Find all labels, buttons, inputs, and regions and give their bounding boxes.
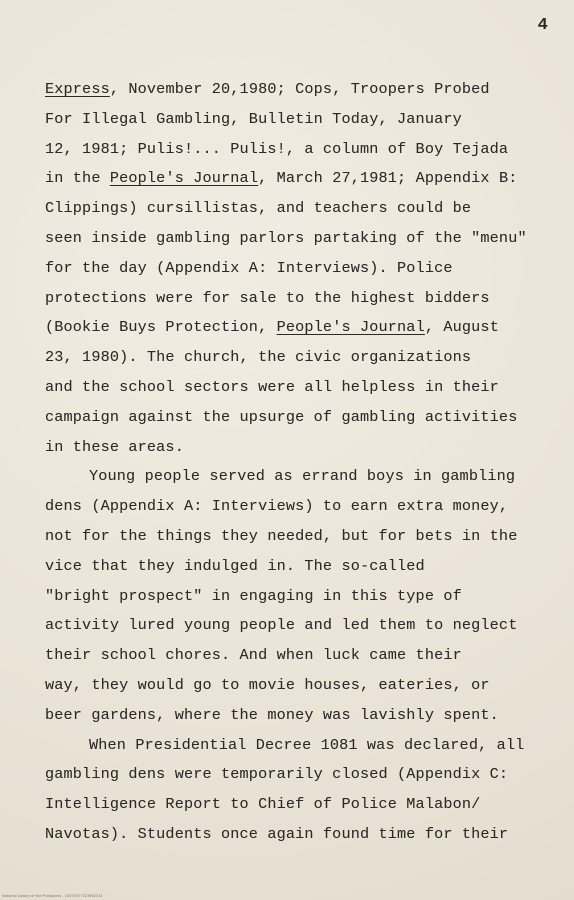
text-fragment: Young people served as errand boys in gambling [89,467,516,486]
page-number: 4 [537,16,548,35]
text-line [45,820,545,850]
text-fragment: in the [45,169,110,188]
text-fragment: campaign against the upsurge of gambling activities [45,407,518,426]
text-line [45,582,545,612]
text-line [45,135,545,165]
text-fragment: their school chores. And when luck came their [45,646,462,665]
text-line [45,760,545,790]
text-line [45,701,545,731]
scan-footer: National Library of the Philippines - 16293377323662314 [2,894,103,898]
underlined-title: People's Journal [109,169,259,188]
text-fragment: activity lured young people and led them to neglect [45,616,518,635]
text-fragment: For Illegal Gambling, Bulletin Today, January [45,109,462,128]
text-line [45,224,545,254]
text-line [45,671,545,701]
text-fragment: "bright prospect" in engaging in this type of [45,586,462,605]
text-line [45,552,545,582]
underlined-title: People's Journal [276,318,425,337]
text-line [45,731,545,761]
text-line [45,105,545,135]
text-fragment: in these areas. [45,437,184,456]
text-fragment: and the school sectors were all helpless in their [45,377,499,396]
text-line [45,522,545,552]
text-fragment: protections were for sale to the highest bidders [45,288,490,307]
text-fragment: Navotas). Students once again found time for their [45,824,509,843]
text-line [45,343,545,373]
text-line [45,284,545,314]
text-fragment: not for the things they needed, but for bets in the [45,526,518,545]
text-line [45,373,545,403]
text-fragment: 23, 1980). The church, the civic organizations [45,348,472,367]
text-fragment: Clippings) cursillistas, and teachers could be [45,199,472,218]
text-line [45,492,545,522]
text-line [45,313,545,343]
text-line [45,641,545,671]
text-fragment: , August [424,318,499,337]
text-line [45,254,545,284]
text-fragment: , November 20,1980; Cops, Troopers Probed [109,80,490,98]
text-line [45,75,545,105]
document-body-text [45,75,545,850]
text-fragment: 12, 1981; Pulis!... Pulis!, a column of Boy Tejada [45,139,509,158]
text-fragment: (Bookie Buys Protection, [45,318,277,337]
text-fragment: gambling dens were temporarily closed (Appendix C: [45,765,509,784]
text-fragment: for the day (Appendix A: Interviews). Police [45,258,453,277]
text-line [45,194,545,224]
text-line [45,164,545,194]
text-line [45,433,545,463]
text-fragment: vice that they indulged in. The so-called [45,556,425,575]
text-fragment: Intelligence Report to Chief of Police Malabon/ [45,795,481,814]
underlined-title: Express [45,80,110,98]
text-fragment: dens (Appendix A: Interviews) to earn extra money, [45,497,509,516]
text-line [45,462,545,492]
text-line [45,611,545,641]
text-line [45,790,545,820]
text-fragment: , March 27,1981; Appendix B: [258,169,518,188]
text-fragment: beer gardens, where the money was lavishly spent. [45,705,499,724]
text-fragment: way, they would go to movie houses, eateries, or [45,675,490,694]
text-line [45,403,545,433]
text-fragment: When Presidential Decree 1081 was declared, all [89,735,525,754]
text-fragment: seen inside gambling parlors partaking of the "menu" [45,228,527,247]
